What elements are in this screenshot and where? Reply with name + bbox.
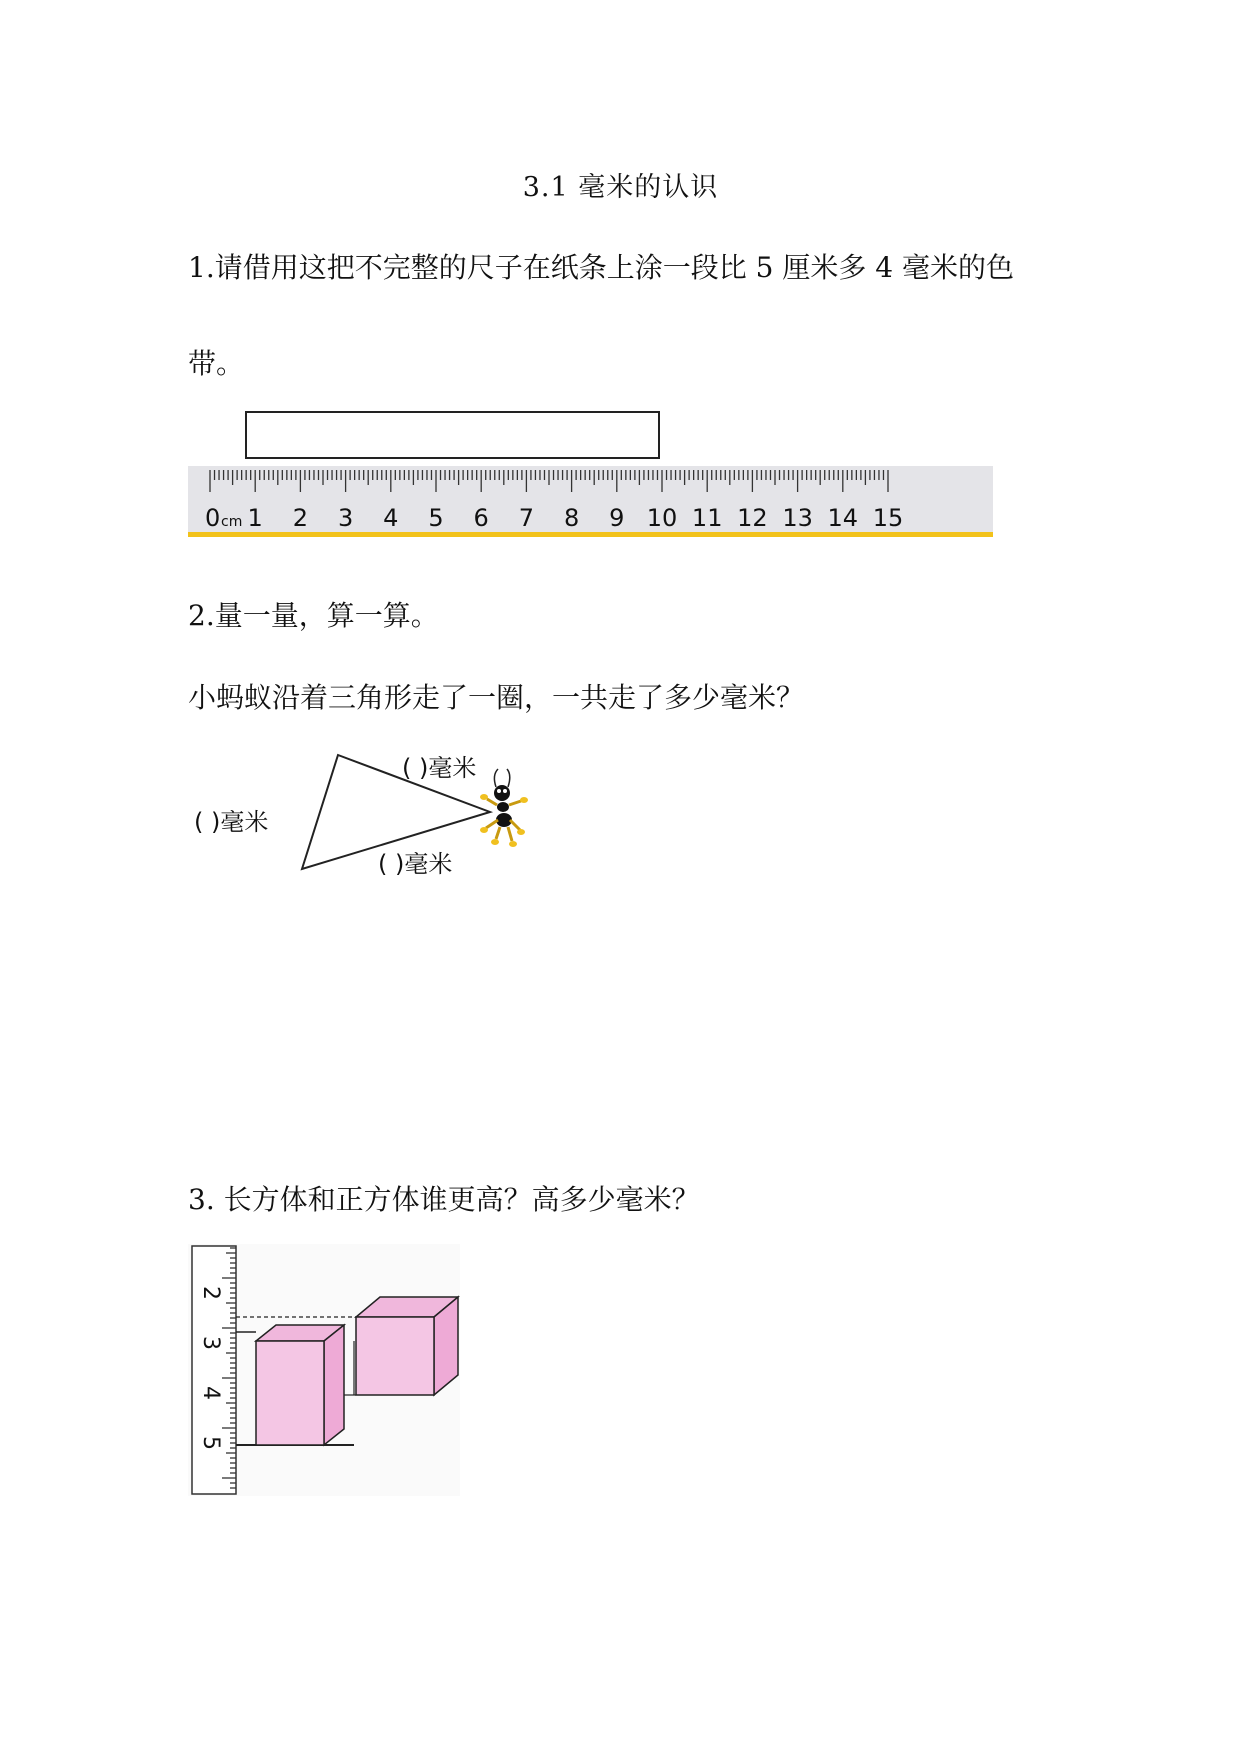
vruler-label-4: 4 [198, 1386, 223, 1400]
ruler-unit-label: cm [221, 514, 243, 530]
ruler-label: 1 [247, 504, 263, 532]
ruler-label: 4 [383, 504, 399, 532]
vertical-ruler [192, 1246, 236, 1494]
ruler-label: 12 [737, 504, 768, 532]
ruler [188, 466, 993, 538]
page-title: 3.1 毫米的认识 [522, 172, 719, 203]
q1-text-line2: 带。 [188, 347, 245, 380]
q2-heading: 2.量一量，算一算。 [188, 599, 439, 632]
ruler-label: 11 [691, 504, 723, 532]
ruler-edge [188, 532, 993, 537]
ruler-label: 14 [827, 504, 859, 532]
q3-heading: 3. 长方体和正方体谁更高？高多少毫米？ [188, 1183, 700, 1216]
paper-strip[interactable] [245, 411, 660, 459]
ruler-label: 13 [782, 504, 813, 532]
side-left-answer-label[interactable]: ( )毫米 [194, 808, 269, 836]
ruler-label: 10 [646, 504, 678, 532]
cube [356, 1297, 458, 1395]
ant-icon [480, 769, 528, 847]
ruler-label: 8 [563, 504, 580, 532]
side-top-answer-label[interactable]: ( )毫米 [402, 754, 477, 782]
ruler-label: 7 [518, 504, 535, 532]
ruler-label: 15 [872, 504, 904, 532]
ruler-label: 6 [473, 504, 489, 532]
q1-text-line1: 1.请借用这把不完整的尺子在纸条上涂一段比 5 厘米多 4 毫米的色 [188, 251, 1014, 284]
ruler-zero-label: 0 [205, 504, 221, 532]
vruler-label-3: 3 [198, 1336, 223, 1350]
ruler-label: 3 [337, 504, 354, 532]
cuboid [256, 1325, 344, 1445]
ruler-label: 5 [428, 504, 444, 532]
ruler-label: 9 [609, 504, 625, 532]
ruler-label: 2 [292, 504, 309, 532]
q2-prompt: 小蚂蚁沿着三角形走了一圈，一共走了多少毫米？ [188, 681, 805, 714]
vruler-label-2: 2 [198, 1286, 223, 1300]
vruler-label-5: 5 [198, 1436, 223, 1450]
cubes-figure [188, 1244, 460, 1496]
side-bottom-answer-label[interactable]: ( )毫米 [378, 850, 453, 878]
